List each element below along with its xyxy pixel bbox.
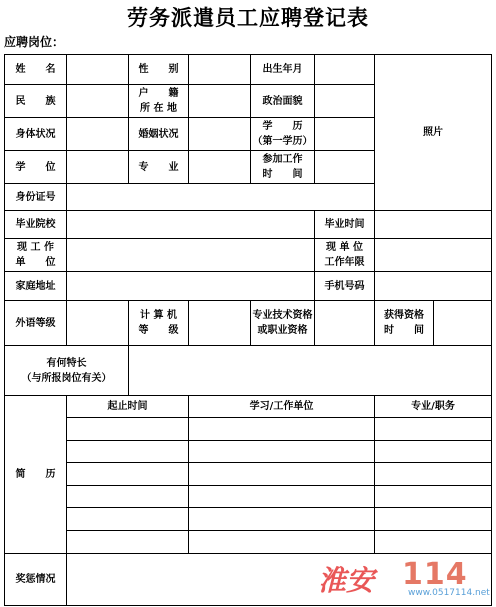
label-skills: 有何特长 （与所报岗位有关） (21, 357, 112, 384)
address-field[interactable] (67, 272, 314, 300)
politics-field[interactable] (315, 85, 374, 117)
label-hukou: 户 籍 所 在 地 (138, 88, 179, 114)
current-unit-field[interactable] (67, 239, 314, 271)
label-education: 学 历 （第一学历） (252, 121, 313, 147)
computer-field[interactable] (189, 301, 250, 345)
hukou-field[interactable] (189, 85, 250, 117)
education-field[interactable] (315, 118, 374, 150)
label-current-years: 现 单 位 工作年限 (324, 242, 365, 268)
label-language: 外语等级 (15, 317, 56, 329)
form-title: 劳务派遣员工应聘登记表 (127, 5, 369, 30)
skills-field[interactable] (129, 346, 491, 395)
label-birth: 出生年月 (262, 64, 303, 75)
watermark-url: www.0517114.net (408, 588, 490, 598)
grad-time-field[interactable] (375, 211, 491, 238)
school-field[interactable] (67, 211, 314, 238)
name-field[interactable] (67, 55, 128, 84)
label-qual-time: 获得资格 时 间 (384, 310, 424, 336)
history-rows[interactable] (67, 418, 491, 553)
label-school: 毕业院校 (15, 219, 56, 230)
photo-box[interactable]: 照片 (423, 127, 443, 138)
label-id-number: 身份证号 (15, 191, 56, 203)
qual-time-field[interactable] (434, 301, 491, 345)
mobile-field[interactable] (375, 272, 491, 300)
work-start-field[interactable] (315, 151, 374, 183)
label-current-unit: 现 工 作 单 位 (15, 242, 56, 268)
label-grad-time: 毕业时间 (324, 219, 365, 230)
label-health: 身体状况 (15, 128, 56, 140)
site-watermark (318, 557, 496, 605)
label-awards: 奖惩情况 (15, 574, 56, 585)
watermark-brand-cn: 淮安 (318, 564, 375, 597)
label-mobile: 手机号码 (324, 280, 365, 292)
applied-post-label: 应聘岗位： (4, 35, 65, 49)
label-politics: 政治面貌 (262, 95, 303, 107)
gender-field[interactable] (189, 55, 250, 84)
history-header-period: 起止时间 (107, 401, 148, 412)
degree-field[interactable] (67, 151, 128, 183)
birth-field[interactable] (315, 55, 374, 84)
label-address: 家庭地址 (15, 280, 56, 292)
history-header-org: 学习/工作单位 (249, 401, 314, 412)
label-gender: 性 别 (138, 64, 179, 75)
history-header-position: 专业/职务 (411, 401, 455, 412)
major-field[interactable] (189, 151, 250, 183)
label-ethnicity: 民 族 (15, 95, 56, 107)
professional-field[interactable] (315, 301, 374, 345)
label-major: 专 业 (138, 161, 179, 173)
marital-field[interactable] (189, 118, 250, 150)
label-name: 姓 名 (15, 64, 56, 75)
language-field[interactable] (67, 301, 128, 345)
health-field[interactable] (67, 118, 128, 150)
ethnicity-field[interactable] (67, 85, 128, 117)
id-number-field[interactable] (67, 184, 374, 210)
watermark-brand-num: 114 (402, 557, 468, 592)
label-computer: 计 算 机 等 级 (138, 310, 179, 336)
label-degree: 学 位 (15, 161, 56, 173)
label-marital: 婚姻状况 (138, 128, 179, 140)
label-history: 简 历 (15, 469, 56, 480)
current-years-field[interactable] (375, 239, 491, 271)
label-work-start: 参加工作 时 间 (262, 154, 303, 180)
label-professional: 专业技术资格 或职业资格 (252, 310, 313, 336)
